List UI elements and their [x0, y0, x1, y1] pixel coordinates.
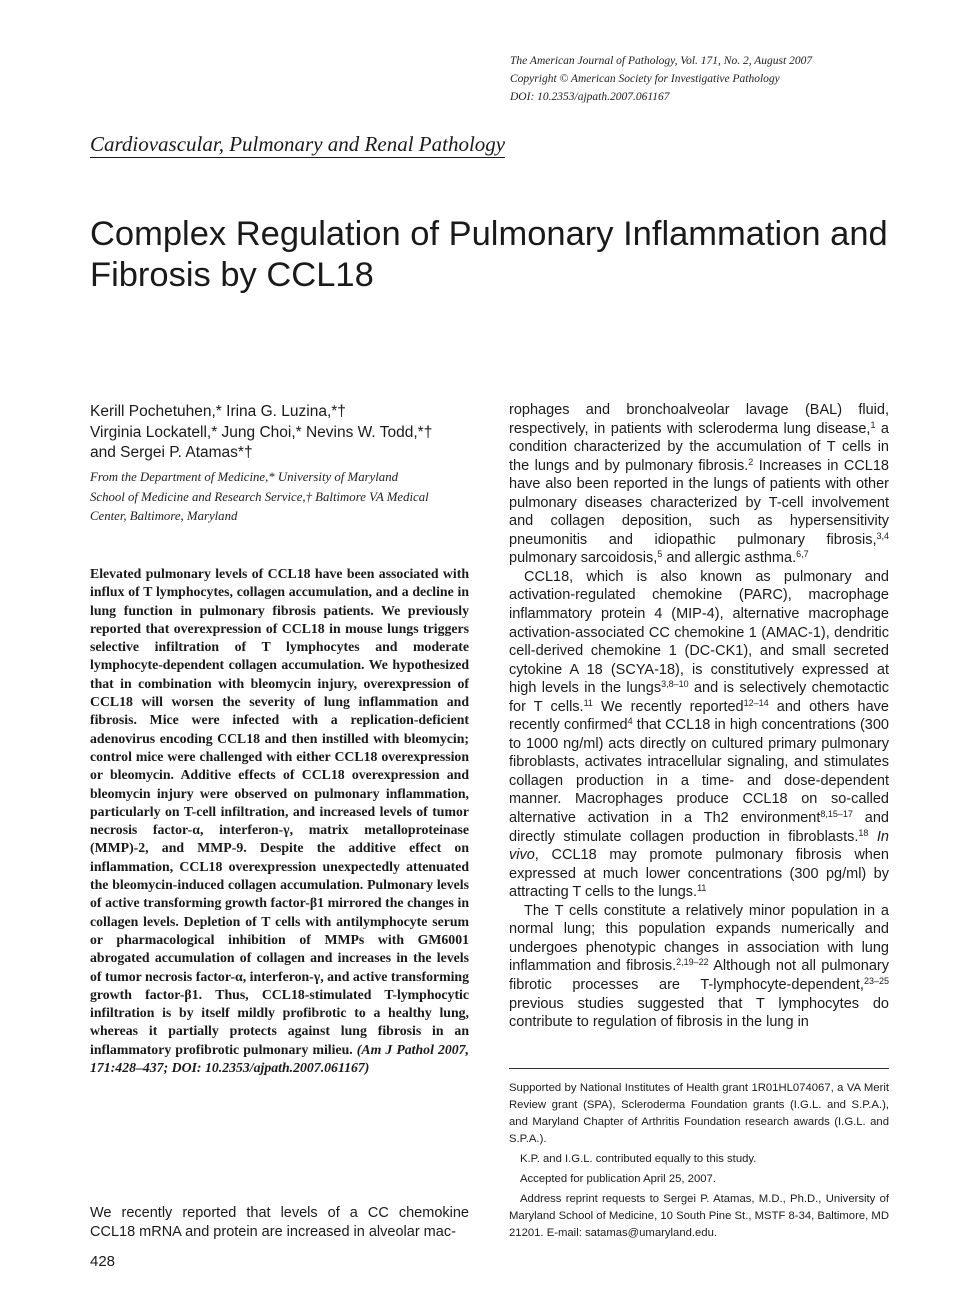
- body-text: and others have recently confirmed: [509, 698, 889, 734]
- author-line: Virginia Lockatell,* Jung Choi,* Nevins W. Todd,*†: [90, 423, 433, 441]
- abstract-citation: (Am J Pathol 2007, 171:428–437; DOI: 10.2353/ajpath.2007.061167): [90, 1041, 470, 1076]
- author-line: and Sergei P. Atamas*†: [90, 444, 253, 461]
- body-paragraph: [509, 902, 889, 1032]
- reference-marker: 23–25: [863, 975, 889, 986]
- body-text: The T cells constitute a relatively minor population in a normal lung; this population expands numerically and undergoes phenotypic changes in association with lung inflammation and fibrosis.: [509, 902, 889, 975]
- reference-marker: 11: [583, 697, 593, 708]
- affiliation-line: From the Department of Medicine,* University of Maryland: [90, 470, 399, 484]
- article-title: Complex Regulation of Pulmonary Inflammation and Fibrosis by CCL18: [90, 215, 888, 294]
- body-text: and directly stimulate collagen production in fibroblasts.: [509, 810, 889, 845]
- footnote-accepted: Accepted for publication April 25, 2007.: [520, 1173, 716, 1185]
- journal-copyright: Copyright © American Society for Investigative Pathology: [510, 73, 780, 85]
- reference-marker: 2,19–22: [676, 957, 709, 968]
- body-text-right-column: [509, 401, 889, 1032]
- body-paragraph: [509, 568, 889, 902]
- body-text: Although not all pulmonary fibrotic processes are T-lymphocyte-dependent,: [509, 958, 889, 993]
- affiliation-line: School of Medicine and Research Service,† Baltimore VA Medical: [90, 489, 429, 504]
- journal-doi: DOI: 10.2353/ajpath.2007.061167: [510, 91, 670, 103]
- footnote-reprint: Address reprint requests to Sergei P. Atamas, M.D., Ph.D., University of Maryland School of Medicine, 10 South Pine St., MSTF 8-34, Baltimore, MD 21201. E-mail: satamas@umaryland.edu.: [509, 1193, 889, 1239]
- affiliation-line: Center, Baltimore, Maryland: [90, 509, 238, 523]
- abstract-text: Elevated pulmonary levels of CCL18 have been associated with influx of T lymphocytes, collagen accumulation, and a decline in lung function in pulmonary fibrosis patients. We previously reported that overexpression of CCL18 in mouse lungs triggers selective infiltration of T lymphocytes and moderate lymphocyte-dependent collagen accumulation. We hypothesized that in combination with bleomycin injury, overexpression of CCL18 will worsen the severity of lung inflammation and fibrosis. Mice were infected with a replication-deficient adenovirus encoding CCL18 and then instilled with bleomycin; control mice were challenged with either CCL18 overexpression or bleomycin. Additive effects of CCL18 overexpression and bleomycin injury were observed on pulmonary inflammation, particularly on T-cell infiltration, and increased levels of tumor necrosis factor-α, interferon-γ, matrix metalloproteinase (MMP)-2, and MMP-9. Despite the additive effect on inflammation, CCL18 overexpression unexpectedly attenuated the bleomycin-induced collagen accumulation. Pulmonary levels of active transforming growth factor-β1 mirrored the changes in collagen levels. Depletion of T cells with antilymphocyte serum or pharmacological inhibition of MMPs with GM6001 abrogated accumulation of collagen and increases in the levels of tumor necrosis factor-α, interferon-γ, and active transforming growth factor-β1. Thus, CCL18-stimulated T-lymphocytic infiltration is by itself mildly profibrotic to a healthy lung, whereas it partially protects against lung fibrosis in an inflammatory profibrotic pulmonary milieu.: [90, 566, 469, 1057]
- journal-citation: The American Journal of Pathology, Vol. 171, No. 2, August 2007: [510, 55, 813, 67]
- body-text: and allergic asthma.: [662, 550, 797, 567]
- footnote-support: Supported by National Institutes of Health grant 1R01HL074067, a VA Merit Review grant (SPA), Scleroderma Foundation grants (I.G.L. and S.P.A.), and Maryland Chapter of Arthritis Foundation research awards (I.G.L. and S.P.A.).: [509, 1082, 889, 1145]
- reference-marker: 3,4: [876, 530, 889, 541]
- footnote-divider: [509, 1068, 889, 1069]
- reference-marker: 1: [870, 419, 876, 430]
- body-text: Increases in CCL18 have also been reported in the lungs of patients with other pulmonary diseases characterized by T-cell involvement and collagen deposition, such as hypersensitivity pneumonitis and idiopathic pulmonary fibrosis,: [509, 457, 889, 548]
- abstract: [90, 565, 469, 1077]
- section-heading: Cardiovascular, Pulmonary and Renal Pathology: [90, 132, 506, 156]
- journal-header: [510, 52, 910, 106]
- footnote-equal-contribution: K.P. and I.G.L. contributed equally to this study.: [520, 1153, 757, 1165]
- body-text-italic: In vivo: [509, 828, 889, 864]
- reference-marker: 11: [697, 883, 707, 894]
- reference-marker: 2: [748, 456, 754, 467]
- reference-marker: 6,7: [796, 549, 809, 560]
- reference-marker: 5: [657, 549, 663, 560]
- reference-marker: 8,15–17: [820, 809, 853, 820]
- body-text: that CCL18 in high concentrations (300 to 1000 ng/ml) acts directly on cultured primary pulmonary fibroblasts, activates intracellular signaling, and stimulates collagen production in a time- and dose-dependent manner. Macrophages produce CCL18 on so-called alternative activation in a Th2 environment: [509, 717, 889, 827]
- body-text: pulmonary sarcoidosis,: [509, 550, 658, 567]
- body-text: previous studies suggested that T lymphocytes do contribute to regulation of fibrosis in the lung in: [509, 995, 889, 1031]
- body-text: CCL18, which is also known as pulmonary and activation-regulated chemokine (PARC), macrophage inflammatory protein 4 (MIP-4), alternative macrophage activation-associated CC chemokine 1 (AMAC-1), dendritic cell-derived chemokine 1 (DC-CK1), and small secreted cytokine A 18 (SCYA-18), is constitutively expressed at high levels in the lungs: [509, 568, 889, 697]
- body-text: We recently reported: [592, 698, 744, 715]
- reference-marker: 12–14: [743, 697, 769, 708]
- affiliation: [90, 468, 480, 527]
- reference-marker: 3,8–10: [661, 679, 689, 690]
- author-line: Kerill Pochetuhen,* Irina G. Luzina,*†: [90, 403, 346, 420]
- body-text: a condition characterized by the accumulation of T cells in the lungs and by pulmonary fibrosis.: [509, 420, 889, 474]
- page-number: 428: [90, 1253, 116, 1270]
- footnotes: [509, 1080, 889, 1245]
- author-list: [90, 402, 490, 464]
- body-text: and is selectively chemotactic for T cells.: [509, 680, 889, 715]
- intro-paragraph: We recently reported that levels of a CC chemokine CCL18 mRNA and protein are increased in alveolar mac-: [90, 1205, 469, 1240]
- body-paragraph: [509, 401, 889, 568]
- body-text: rophages and bronchoalveolar lavage (BAL) fluid, respectively, in patients with scleroderma lung disease,: [509, 402, 889, 437]
- reference-marker: 18: [858, 827, 869, 838]
- body-text: , CCL18 may promote pulmonary fibrosis when expressed at much lower concentrations (300 pg/ml) by attracting T cells to the lungs.: [509, 847, 889, 901]
- reference-marker: 4: [627, 716, 633, 727]
